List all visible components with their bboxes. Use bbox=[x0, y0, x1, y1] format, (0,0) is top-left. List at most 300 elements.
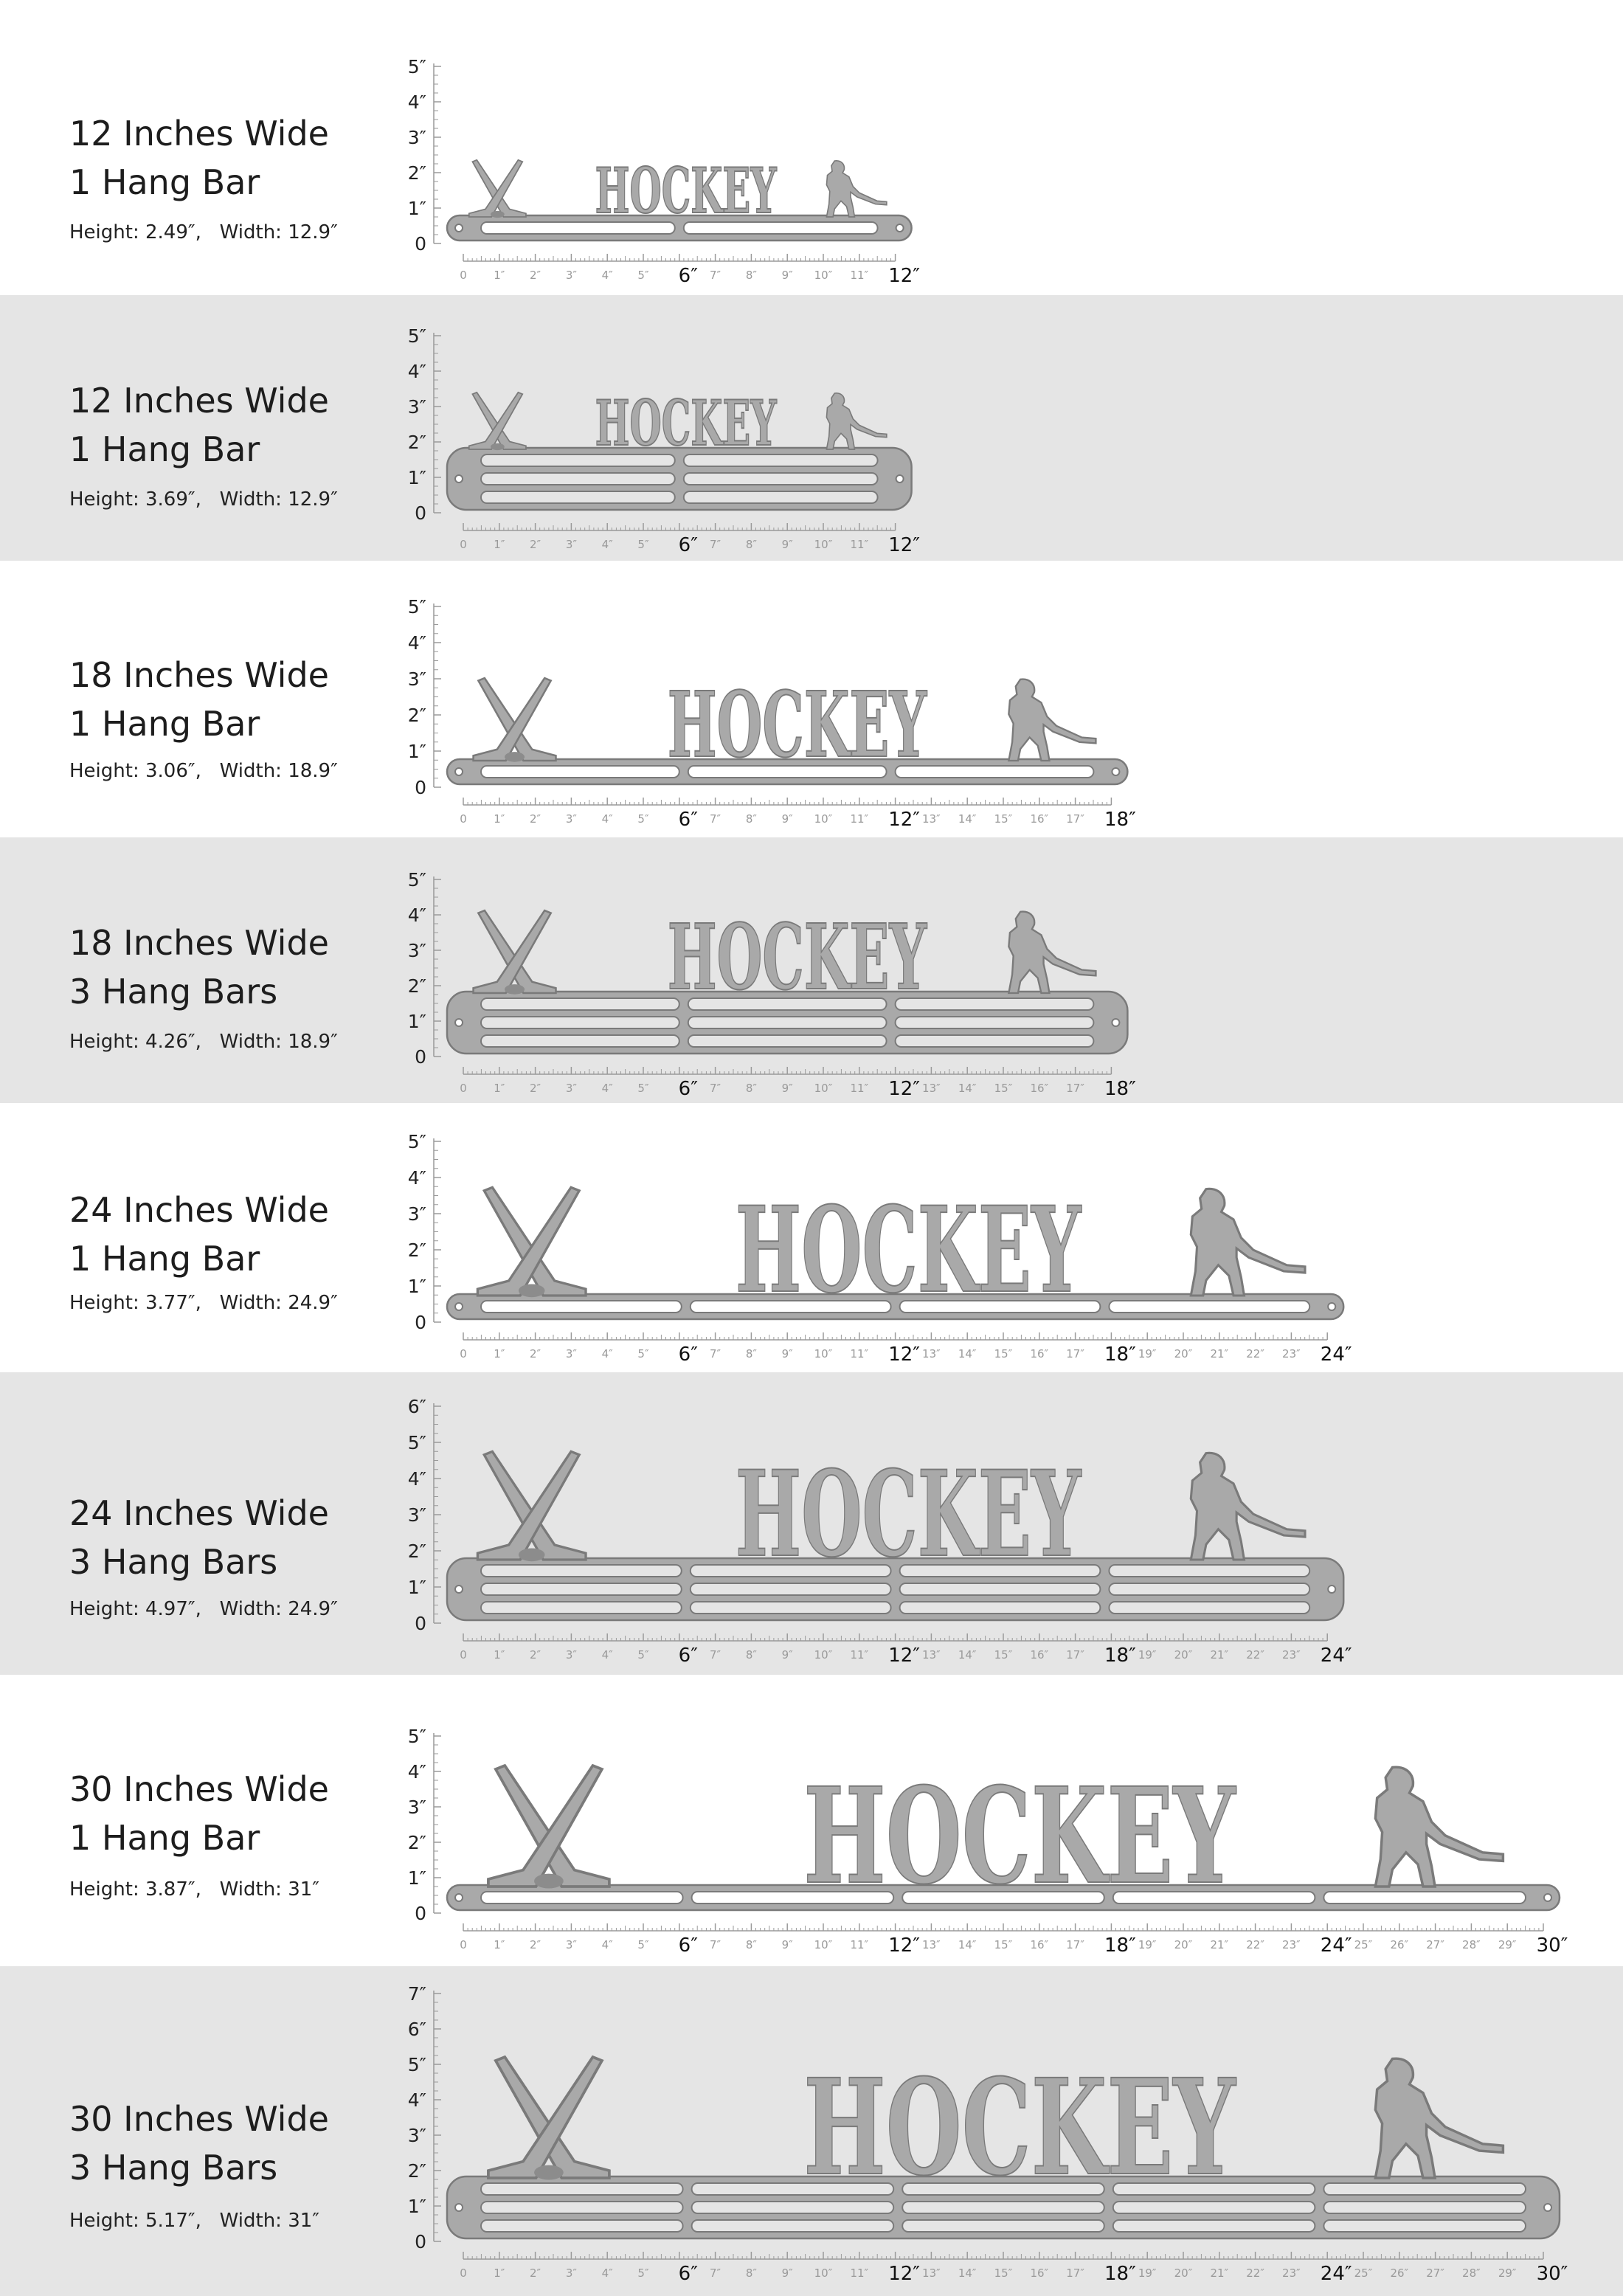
y-tick-label: 5″ bbox=[407, 56, 426, 77]
x-tick-label: 0 bbox=[460, 1648, 467, 1662]
x-tick-label: 13″ bbox=[922, 1347, 941, 1360]
x-tick-label: 14″ bbox=[958, 1938, 977, 1951]
x-tick-label: 4″ bbox=[601, 538, 613, 551]
x-tick-label: 16″ bbox=[1030, 2266, 1049, 2280]
hang-bar-slot bbox=[684, 491, 878, 503]
x-tick-label: 5″ bbox=[637, 269, 649, 282]
x-tick-label: 20″ bbox=[1174, 1648, 1193, 1662]
x-tick-label: 21″ bbox=[1210, 2266, 1229, 2280]
hang-bar-slot bbox=[1109, 1583, 1309, 1595]
medal-rack bbox=[447, 905, 1127, 1054]
x-tick-label: 17″ bbox=[1066, 1938, 1084, 1951]
hang-bar-slot bbox=[481, 766, 679, 778]
x-tick-label: 11″ bbox=[850, 269, 869, 282]
puck bbox=[505, 752, 525, 762]
y-tick-label: 2″ bbox=[407, 705, 426, 726]
x-tick-label: 7″ bbox=[710, 2266, 721, 2280]
y-tick-label: 6″ bbox=[407, 1396, 426, 1417]
x-tick-label: 9″ bbox=[781, 2266, 793, 2280]
x-tick-label: 0 bbox=[460, 538, 467, 551]
x-tick-label: 3″ bbox=[565, 1648, 577, 1662]
hang-bar-slot bbox=[481, 2220, 683, 2232]
mount-hole bbox=[1544, 2204, 1551, 2211]
x-tick-label: 3″ bbox=[565, 812, 577, 826]
x-tick-label: 13″ bbox=[922, 1648, 941, 1662]
player-silhouette bbox=[826, 161, 886, 217]
x-tick-label: 10″ bbox=[814, 1347, 833, 1360]
dimensions-label: Height: 2.49″, Width: 12.9″ bbox=[69, 221, 338, 243]
x-tick-label: 8″ bbox=[745, 538, 757, 551]
y-ruler bbox=[408, 1131, 441, 1333]
x-tick-label: 4″ bbox=[601, 1648, 613, 1662]
y-tick-label: 3″ bbox=[407, 2125, 426, 2146]
rack-figure bbox=[408, 596, 1136, 831]
rack-figure bbox=[408, 1726, 1568, 1957]
y-tick-label: 2″ bbox=[407, 432, 426, 453]
x-tick-label: 2″ bbox=[530, 2266, 541, 2280]
hockey-player-icon bbox=[1008, 680, 1096, 761]
x-tick-label: 14″ bbox=[958, 812, 977, 826]
x-tick-label: 3″ bbox=[565, 1347, 577, 1360]
x-tick-label: 1″ bbox=[494, 1347, 505, 1360]
x-tick-label: 8″ bbox=[745, 812, 757, 826]
y-tick-label: 7″ bbox=[407, 1983, 426, 2005]
width-label: 18 Inches Wide bbox=[69, 923, 329, 963]
y-tick-label: 1″ bbox=[407, 2196, 426, 2217]
x-ruler bbox=[460, 798, 1136, 831]
y-tick-label: 0 bbox=[415, 502, 426, 524]
x-tick-label: 7″ bbox=[710, 812, 721, 826]
dimensions-label: Height: 5.17″, Width: 31″ bbox=[69, 2210, 319, 2232]
hang-bar-slot bbox=[1109, 1602, 1309, 1614]
x-tick-label: 24″ bbox=[1320, 2263, 1352, 2285]
hang-bar-slot bbox=[1113, 2220, 1315, 2232]
y-tick-label: 1″ bbox=[407, 198, 426, 219]
dimensions-label: Height: 4.26″, Width: 18.9″ bbox=[69, 1031, 338, 1053]
width-label: 24 Inches Wide bbox=[69, 1190, 329, 1230]
x-tick-label: 2″ bbox=[530, 1648, 541, 1662]
x-tick-label: 15″ bbox=[994, 1938, 1013, 1951]
x-tick-label: 0 bbox=[460, 1082, 467, 1095]
rack-figure bbox=[408, 1131, 1352, 1366]
x-tick-label: 18″ bbox=[1104, 2263, 1136, 2285]
hang-bar-slot bbox=[481, 2202, 683, 2213]
y-tick-label: 2″ bbox=[407, 975, 426, 997]
x-tick-label: 12″ bbox=[888, 809, 920, 831]
x-tick-label: 1″ bbox=[494, 1082, 505, 1095]
x-tick-label: 14″ bbox=[958, 1347, 977, 1360]
y-tick-label: 3″ bbox=[407, 1504, 426, 1526]
rack-figure bbox=[408, 1983, 1568, 2285]
x-tick-label: 7″ bbox=[710, 1938, 721, 1951]
x-tick-label: 4″ bbox=[601, 812, 613, 826]
y-tick-label: 4″ bbox=[407, 2089, 426, 2111]
crossed-sticks-icon bbox=[488, 1766, 609, 1888]
x-tick-label: 17″ bbox=[1066, 1648, 1084, 1662]
hockey-player-icon bbox=[1008, 912, 1096, 993]
puck bbox=[534, 1874, 564, 1889]
y-tick-label: 5″ bbox=[407, 869, 426, 891]
x-tick-label: 13″ bbox=[922, 2266, 941, 2280]
y-tick-label: 1″ bbox=[407, 1867, 426, 1889]
x-tick-label: 3″ bbox=[565, 538, 577, 551]
y-tick-label: 3″ bbox=[407, 940, 426, 961]
x-tick-label: 5″ bbox=[637, 1648, 649, 1662]
x-tick-label: 4″ bbox=[601, 1082, 613, 1095]
y-tick-label: 4″ bbox=[407, 91, 426, 113]
x-tick-label: 24″ bbox=[1320, 1344, 1352, 1366]
player-silhouette bbox=[1191, 1189, 1305, 1296]
x-tick-label: 0 bbox=[460, 812, 467, 826]
x-tick-label: 23″ bbox=[1282, 2266, 1301, 2280]
x-tick-label: 18″ bbox=[1104, 1344, 1136, 1366]
rack-figure bbox=[408, 869, 1136, 1100]
mount-hole bbox=[455, 224, 463, 232]
x-tick-label: 0 bbox=[460, 1938, 467, 1951]
x-tick-label: 24″ bbox=[1320, 1645, 1352, 1667]
hockey-word-cutout: HOCKEY bbox=[595, 387, 778, 460]
x-tick-label: 9″ bbox=[781, 812, 793, 826]
x-tick-label: 0 bbox=[460, 269, 467, 282]
x-tick-label: 30″ bbox=[1536, 2263, 1568, 2285]
x-tick-label: 17″ bbox=[1066, 1347, 1084, 1360]
mount-hole bbox=[455, 1019, 463, 1026]
x-tick-label: 19″ bbox=[1138, 1938, 1157, 1951]
hang-bar-slot bbox=[481, 998, 679, 1010]
x-tick-label: 10″ bbox=[814, 812, 833, 826]
x-tick-label: 2″ bbox=[530, 1347, 541, 1360]
crossed-sticks-icon bbox=[474, 678, 556, 762]
hockey-player-icon bbox=[1191, 1453, 1305, 1560]
player-silhouette bbox=[826, 393, 886, 449]
x-tick-label: 10″ bbox=[814, 2266, 833, 2280]
x-ruler bbox=[460, 1332, 1352, 1366]
x-tick-label: 10″ bbox=[814, 538, 833, 551]
x-tick-label: 25″ bbox=[1354, 1938, 1373, 1951]
x-tick-label: 14″ bbox=[958, 2266, 977, 2280]
rack-figure bbox=[408, 56, 921, 287]
x-tick-label: 2″ bbox=[530, 1938, 541, 1951]
x-tick-label: 21″ bbox=[1210, 1938, 1229, 1951]
x-tick-label: 18″ bbox=[1104, 1934, 1136, 1957]
medal-rack bbox=[447, 387, 912, 510]
hang-bar-label: 1 Hang Bar bbox=[69, 1239, 260, 1279]
x-tick-label: 18″ bbox=[1104, 1078, 1136, 1100]
x-tick-label: 2″ bbox=[530, 1082, 541, 1095]
x-tick-label: 12″ bbox=[888, 265, 920, 287]
x-tick-label: 10″ bbox=[814, 269, 833, 282]
x-tick-label: 11″ bbox=[850, 812, 869, 826]
hang-bar-slot bbox=[900, 1602, 1101, 1614]
x-tick-label: 11″ bbox=[850, 1347, 869, 1360]
y-tick-label: 2″ bbox=[407, 1541, 426, 1562]
x-tick-label: 8″ bbox=[745, 2266, 757, 2280]
y-tick-label: 1″ bbox=[407, 467, 426, 488]
x-tick-label: 13″ bbox=[922, 1938, 941, 1951]
y-tick-label: 5″ bbox=[407, 325, 426, 347]
x-tick-label: 7″ bbox=[710, 1082, 721, 1095]
x-tick-label: 14″ bbox=[958, 1648, 977, 1662]
hang-bar-slot bbox=[1323, 2220, 1526, 2232]
x-tick-label: 18″ bbox=[1104, 1645, 1136, 1667]
mount-hole bbox=[896, 224, 904, 232]
x-tick-label: 9″ bbox=[781, 269, 793, 282]
y-tick-label: 4″ bbox=[407, 1468, 426, 1490]
x-tick-label: 2″ bbox=[530, 812, 541, 826]
x-ruler bbox=[460, 523, 920, 556]
x-tick-label: 16″ bbox=[1030, 1347, 1049, 1360]
player-silhouette bbox=[1375, 2058, 1503, 2178]
y-ruler bbox=[408, 1983, 441, 2252]
x-ruler bbox=[460, 254, 920, 287]
y-tick-label: 4″ bbox=[407, 1167, 426, 1189]
dimensions-label: Height: 4.97″, Width: 24.9″ bbox=[69, 1598, 338, 1620]
hang-bar-slot bbox=[692, 2220, 894, 2232]
x-tick-label: 9″ bbox=[781, 1082, 793, 1095]
medal-rack bbox=[447, 2050, 1560, 2238]
hang-bar-slot bbox=[481, 1892, 683, 1903]
x-tick-label: 22″ bbox=[1246, 2266, 1264, 2280]
x-tick-label: 22″ bbox=[1246, 1347, 1264, 1360]
x-tick-label: 15″ bbox=[994, 812, 1013, 826]
x-tick-label: 0 bbox=[460, 1347, 467, 1360]
x-tick-label: 1″ bbox=[494, 538, 505, 551]
x-tick-label: 8″ bbox=[745, 1648, 757, 1662]
x-tick-label: 16″ bbox=[1030, 1648, 1049, 1662]
y-tick-label: 3″ bbox=[407, 1203, 426, 1225]
x-tick-label: 1″ bbox=[494, 1648, 505, 1662]
hockey-word-cutout: HOCKEY bbox=[667, 672, 928, 778]
y-tick-label: 3″ bbox=[407, 668, 426, 690]
x-tick-label: 1″ bbox=[494, 2266, 505, 2280]
x-ruler bbox=[460, 2252, 1568, 2285]
puck bbox=[491, 443, 505, 450]
x-tick-label: 7″ bbox=[710, 1347, 721, 1360]
hang-bar-slot bbox=[481, 491, 675, 503]
hockey-word-cutout: HOCKEY bbox=[595, 154, 778, 227]
x-tick-label: 3″ bbox=[565, 2266, 577, 2280]
puck bbox=[505, 984, 525, 995]
x-tick-label: 12″ bbox=[888, 1344, 920, 1366]
mount-hole bbox=[455, 1586, 463, 1593]
x-tick-label: 4″ bbox=[601, 1938, 613, 1951]
x-tick-label: 18″ bbox=[1104, 809, 1136, 831]
x-tick-label: 13″ bbox=[922, 1082, 941, 1095]
x-tick-label: 8″ bbox=[745, 1347, 757, 1360]
width-label: 30 Inches Wide bbox=[69, 1769, 329, 1809]
mount-hole bbox=[455, 2204, 463, 2211]
x-tick-label: 22″ bbox=[1246, 1938, 1264, 1951]
y-tick-label: 2″ bbox=[407, 1832, 426, 1853]
hang-bar-slot bbox=[1323, 2202, 1526, 2213]
mount-hole bbox=[1112, 1019, 1119, 1026]
hockey-player-icon bbox=[1191, 1189, 1305, 1296]
x-tick-label: 0 bbox=[460, 2266, 467, 2280]
medal-rack bbox=[447, 1759, 1560, 1914]
x-tick-label: 2″ bbox=[530, 538, 541, 551]
x-tick-label: 5″ bbox=[637, 1347, 649, 1360]
hockey-player-icon bbox=[1375, 2058, 1503, 2178]
x-tick-label: 5″ bbox=[637, 812, 649, 826]
crossed-sticks-icon bbox=[488, 2057, 609, 2179]
x-tick-label: 15″ bbox=[994, 1082, 1013, 1095]
x-tick-label: 25″ bbox=[1354, 2266, 1373, 2280]
x-tick-label: 1″ bbox=[494, 1938, 505, 1951]
x-tick-label: 12″ bbox=[888, 1934, 920, 1957]
hockey-word-cutout: HOCKEY bbox=[803, 2050, 1237, 2205]
x-tick-label: 12″ bbox=[888, 1078, 920, 1100]
y-ruler bbox=[408, 869, 441, 1068]
x-tick-label: 9″ bbox=[781, 538, 793, 551]
mount-hole bbox=[1328, 1586, 1335, 1593]
hang-bar-slot bbox=[1323, 2183, 1526, 2195]
hang-bar-label: 1 Hang Bar bbox=[69, 429, 260, 469]
x-tick-label: 15″ bbox=[994, 1347, 1013, 1360]
hang-bar-slot bbox=[902, 2220, 1104, 2232]
player-silhouette bbox=[1008, 912, 1096, 993]
x-tick-label: 19″ bbox=[1138, 1347, 1157, 1360]
mount-hole bbox=[896, 475, 904, 483]
x-tick-label: 7″ bbox=[710, 538, 721, 551]
y-tick-label: 0 bbox=[415, 1312, 426, 1333]
medal-rack bbox=[447, 154, 912, 241]
x-tick-label: 4″ bbox=[601, 269, 613, 282]
x-tick-label: 27″ bbox=[1426, 2266, 1444, 2280]
hockey-word-cutout: HOCKEY bbox=[803, 1759, 1237, 1914]
x-tick-label: 10″ bbox=[814, 1082, 833, 1095]
x-tick-label: 1″ bbox=[494, 269, 505, 282]
y-tick-label: 4″ bbox=[407, 1761, 426, 1782]
x-tick-label: 13″ bbox=[922, 812, 941, 826]
x-tick-label: 23″ bbox=[1282, 1648, 1301, 1662]
puck bbox=[491, 211, 505, 218]
hang-bar-slot bbox=[688, 1017, 887, 1028]
hockey-player-icon bbox=[826, 393, 886, 449]
medal-rack bbox=[447, 1445, 1343, 1620]
x-tick-label: 10″ bbox=[814, 1938, 833, 1951]
x-tick-label: 26″ bbox=[1390, 2266, 1409, 2280]
hockey-word-cutout: HOCKEY bbox=[735, 1445, 1082, 1583]
x-tick-label: 11″ bbox=[850, 1648, 869, 1662]
hang-bar-slot bbox=[691, 1583, 891, 1595]
x-tick-label: 16″ bbox=[1030, 1082, 1049, 1095]
hang-bar-label: 3 Hang Bars bbox=[69, 1542, 278, 1582]
x-tick-label: 17″ bbox=[1066, 1082, 1084, 1095]
hockey-word-cutout: HOCKEY bbox=[667, 905, 928, 1010]
x-tick-label: 11″ bbox=[850, 538, 869, 551]
y-tick-label: 0 bbox=[415, 233, 426, 255]
x-tick-label: 6″ bbox=[678, 265, 698, 287]
x-tick-label: 6″ bbox=[678, 809, 698, 831]
x-tick-label: 16″ bbox=[1030, 812, 1049, 826]
x-tick-label: 15″ bbox=[994, 1648, 1013, 1662]
hang-bar-slot bbox=[481, 1583, 682, 1595]
x-tick-label: 2″ bbox=[530, 269, 541, 282]
hang-bar-label: 1 Hang Bar bbox=[69, 704, 260, 744]
hang-bar-label: 3 Hang Bars bbox=[69, 2148, 278, 2188]
y-tick-label: 5″ bbox=[407, 1726, 426, 1747]
dimensions-label: Height: 3.69″, Width: 12.9″ bbox=[69, 488, 338, 511]
y-tick-label: 3″ bbox=[407, 1797, 426, 1818]
hang-bar-slot bbox=[1109, 1301, 1309, 1313]
crossed-sticks-icon bbox=[469, 160, 526, 218]
x-tick-label: 23″ bbox=[1282, 1938, 1301, 1951]
x-tick-label: 27″ bbox=[1426, 1938, 1444, 1951]
puck bbox=[519, 1284, 545, 1297]
x-tick-label: 5″ bbox=[637, 538, 649, 551]
crossed-sticks-icon bbox=[477, 1187, 586, 1297]
x-tick-label: 8″ bbox=[745, 1938, 757, 1951]
hang-bar-slot bbox=[481, 1035, 679, 1047]
y-tick-label: 1″ bbox=[407, 1276, 426, 1297]
hang-bar-slot bbox=[481, 1301, 682, 1313]
y-tick-label: 4″ bbox=[407, 632, 426, 654]
x-tick-label: 5″ bbox=[637, 1938, 649, 1951]
x-tick-label: 20″ bbox=[1174, 1938, 1193, 1951]
x-tick-label: 21″ bbox=[1210, 1648, 1229, 1662]
y-tick-label: 5″ bbox=[407, 1131, 426, 1152]
x-tick-label: 28″ bbox=[1462, 2266, 1481, 2280]
hang-bar-slot bbox=[481, 1565, 682, 1577]
x-tick-label: 4″ bbox=[601, 2266, 613, 2280]
x-tick-label: 15″ bbox=[994, 2266, 1013, 2280]
mount-hole bbox=[455, 475, 463, 483]
x-tick-label: 22″ bbox=[1246, 1648, 1264, 1662]
x-tick-label: 9″ bbox=[781, 1938, 793, 1951]
x-tick-label: 3″ bbox=[565, 269, 577, 282]
x-tick-label: 17″ bbox=[1066, 2266, 1084, 2280]
player-silhouette bbox=[1191, 1453, 1305, 1560]
width-label: 24 Inches Wide bbox=[69, 1493, 329, 1533]
x-tick-label: 3″ bbox=[565, 1938, 577, 1951]
x-tick-label: 28″ bbox=[1462, 1938, 1481, 1951]
dimensions-label: Height: 3.87″, Width: 31″ bbox=[69, 1878, 319, 1901]
mount-hole bbox=[455, 1303, 463, 1310]
x-ruler bbox=[460, 1923, 1568, 1957]
y-tick-label: 0 bbox=[415, 2231, 426, 2252]
width-label: 12 Inches Wide bbox=[69, 381, 329, 421]
x-tick-label: 17″ bbox=[1066, 812, 1084, 826]
hang-bar-slot bbox=[896, 1017, 1094, 1028]
hang-bar-slot bbox=[481, 473, 675, 485]
puck bbox=[534, 2165, 564, 2180]
x-tick-label: 6″ bbox=[678, 1645, 698, 1667]
hang-bar-slot bbox=[1109, 1565, 1309, 1577]
y-tick-label: 2″ bbox=[407, 1239, 426, 1261]
rack-figure bbox=[408, 1396, 1352, 1667]
x-tick-label: 12″ bbox=[888, 1645, 920, 1667]
rack-figure bbox=[408, 325, 921, 556]
x-tick-label: 6″ bbox=[678, 1934, 698, 1957]
y-tick-label: 3″ bbox=[407, 396, 426, 418]
width-label: 12 Inches Wide bbox=[69, 114, 329, 153]
hockey-word-cutout: HOCKEY bbox=[735, 1180, 1082, 1319]
x-tick-label: 5″ bbox=[637, 2266, 649, 2280]
y-tick-label: 1″ bbox=[407, 741, 426, 762]
y-tick-label: 5″ bbox=[407, 1432, 426, 1453]
width-label: 18 Inches Wide bbox=[69, 655, 329, 695]
x-tick-label: 9″ bbox=[781, 1347, 793, 1360]
hang-bar-slot bbox=[481, 1017, 679, 1028]
x-tick-label: 9″ bbox=[781, 1648, 793, 1662]
hang-bar-slot bbox=[481, 2183, 683, 2195]
crossed-sticks-icon bbox=[477, 1451, 586, 1561]
x-tick-label: 10″ bbox=[814, 1648, 833, 1662]
y-tick-label: 0 bbox=[415, 1046, 426, 1068]
y-tick-label: 1″ bbox=[407, 1011, 426, 1032]
x-tick-label: 14″ bbox=[958, 1082, 977, 1095]
puck bbox=[519, 1548, 545, 1561]
